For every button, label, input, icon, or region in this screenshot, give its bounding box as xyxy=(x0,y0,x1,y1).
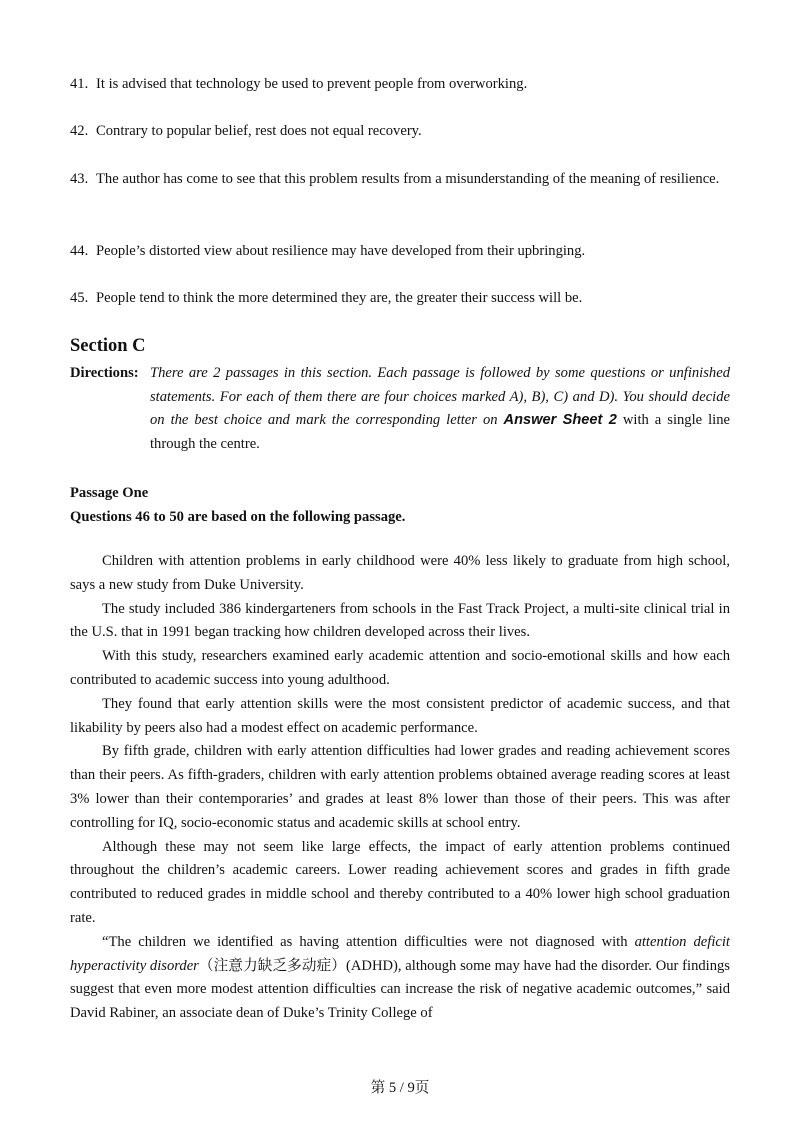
statement-text: Contrary to popular belief, rest does not equal recovery. xyxy=(96,123,422,139)
statement-text: People tend to think the more determined they are, the greater their success will be. xyxy=(96,290,583,306)
passage-paragraph: The study included 386 kindergarteners from schools in the Fast Track Project, a multi-site clinical trial in the U.S. that in 1991 began tracking how children developed across their lives. xyxy=(70,600,730,641)
passage-paragraph: Although these may not seem like large effects, the impact of early attention problems continued throughout the children’s academic careers. Lower reading achievement scores and grades in fifth grade contributed to reduced grades in middle school and thereby contributed to a 40% lower high school graduation rate. xyxy=(70,838,730,926)
statement-number: 44. xyxy=(70,243,89,259)
passage-paragraph-quote xyxy=(70,931,730,1026)
passage-paragraph: By fifth grade, children with early attention difficulties had lower grades and reading achievement scores than their peers. As fifth-graders, children with early attention problems obtained average reading scores at least 3% lower than their contemporaries’ and grades at least 8% lower than those of their peers. This was after controlling for IQ, socio-economic status and academic skills at school entry. xyxy=(70,743,730,831)
statement-number: 45. xyxy=(70,290,89,306)
statement-text: People’s distorted view about resilience may have developed from their upbringing. xyxy=(96,243,586,259)
questions-instruction: Questions 46 to 50 are based on the following passage. xyxy=(70,509,406,525)
statement-45 xyxy=(70,287,756,310)
quote-part-2: (ADHD), although some may have had the disorder. Our findings suggest that even more modest attention difficulties can increase the risk of negative academic outcomes,” said David Rabiner, an associate dean of Duke’s Trinity College of xyxy=(70,957,730,1022)
passage-paragraph: With this study, researchers examined early academic attention and socio-emotional skills and how each contributed to academic success into young adulthood. xyxy=(70,648,730,688)
passage-title: Passage One xyxy=(70,485,149,501)
statement-text: It is advised that technology be used to prevent people from overworking. xyxy=(96,76,528,92)
statement-number: 43. xyxy=(70,171,89,187)
statement-43 xyxy=(70,168,756,191)
medical-term: attention deficit hyperactivity disorder xyxy=(70,933,730,974)
statement-text: The author has come to see that this problem results from a misunderstanding of the meaning of resilience. xyxy=(96,171,720,187)
statement-number: 41. xyxy=(70,76,89,92)
quote-part-1: “The children we identified as having attention difficulties were not diagnosed with xyxy=(102,933,628,950)
answer-sheet-label: Answer Sheet 2 xyxy=(503,412,617,428)
page-number: 第 5 / 9页 xyxy=(370,1080,430,1096)
passage-paragraph: Children with attention problems in early childhood were 40% less likely to graduate from high school, says a new study from Duke University. xyxy=(70,553,730,593)
statement-41 xyxy=(70,73,756,96)
statement-number: 42. xyxy=(70,123,89,139)
directions-text: There are 2 passages in this section. Each passage is followed by some questions or unfinished statements. For each of them there are four choices marked A), B), C) and D). You should decide on the best choice and mark the corresponding letter on xyxy=(150,365,730,428)
directions-tail: with a single line through the centre. xyxy=(150,412,730,452)
passage-paragraph: They found that early attention skills were the most consistent predictor of academic success, and that likability by peers also had a modest effect on academic performance. xyxy=(70,695,730,736)
passage-body xyxy=(70,550,730,1026)
directions xyxy=(70,362,730,456)
statement-42 xyxy=(70,120,756,143)
chinese-gloss: （注意力缺乏多动症） xyxy=(198,957,346,974)
section-title: Section C xyxy=(70,336,146,356)
directions-label: Directions: xyxy=(70,365,139,381)
statement-44 xyxy=(70,240,756,263)
directions-body xyxy=(150,362,730,456)
